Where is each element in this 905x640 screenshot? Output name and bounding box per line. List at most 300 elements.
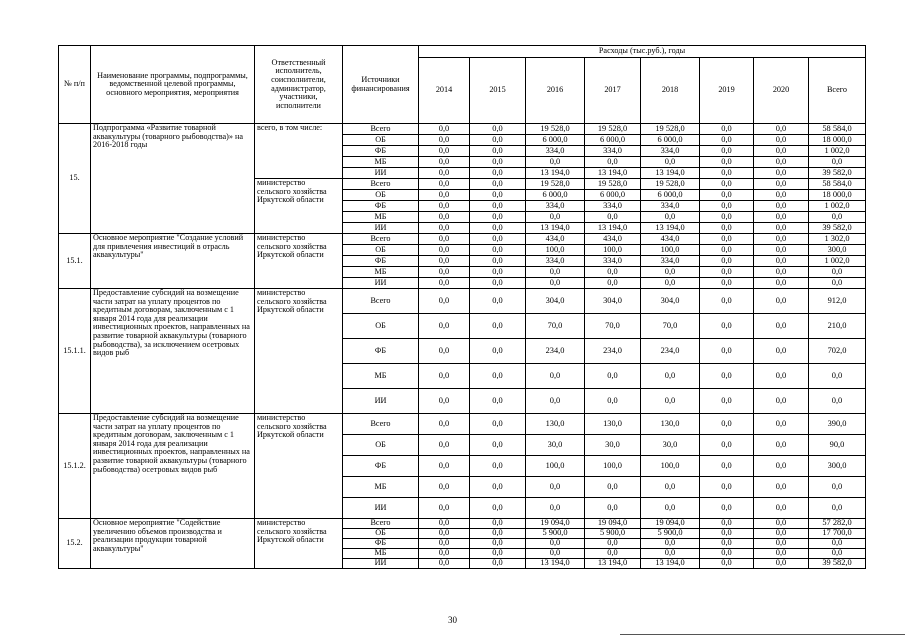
year-value: 334,0 [585, 201, 641, 212]
year-value: 334,0 [526, 201, 585, 212]
funding-source: ИИ [343, 498, 419, 519]
year-value: 19 094,0 [641, 519, 700, 529]
year-value: 70,0 [585, 314, 641, 339]
funding-source: ОБ [343, 435, 419, 456]
year-value: 0,0 [470, 529, 526, 539]
year-value: 0,0 [700, 179, 754, 190]
header-year: 2019 [700, 58, 754, 124]
year-value: 0,0 [419, 245, 470, 256]
year-value: 0,0 [700, 157, 754, 168]
year-value: 0,0 [700, 190, 754, 201]
year-value: 19 528,0 [526, 179, 585, 190]
year-value: 0,0 [419, 389, 470, 414]
total-value: 0,0 [809, 278, 866, 289]
year-value: 0,0 [700, 389, 754, 414]
total-value: 0,0 [809, 549, 866, 559]
total-value: 17 700,0 [809, 529, 866, 539]
year-value: 6 000,0 [585, 190, 641, 201]
funding-source: Всего [343, 289, 419, 314]
year-value: 0,0 [526, 477, 585, 498]
year-value: 0,0 [526, 278, 585, 289]
year-value: 100,0 [641, 245, 700, 256]
year-value: 0,0 [585, 549, 641, 559]
year-value: 0,0 [419, 339, 470, 364]
year-value: 0,0 [419, 267, 470, 278]
year-value: 0,0 [754, 256, 809, 267]
funding-source: ФБ [343, 339, 419, 364]
total-value: 39 582,0 [809, 559, 866, 569]
year-value: 334,0 [641, 146, 700, 157]
year-value: 19 094,0 [585, 519, 641, 529]
year-value: 0,0 [754, 339, 809, 364]
year-value: 0,0 [470, 539, 526, 549]
year-value: 0,0 [470, 559, 526, 569]
year-value: 0,0 [470, 212, 526, 223]
year-value: 6 000,0 [585, 135, 641, 146]
responsible-executor: министерство сельского хозяйства Иркутской области [255, 414, 343, 519]
header-year: 2014 [419, 58, 470, 124]
year-value: 0,0 [470, 389, 526, 414]
year-value: 0,0 [700, 278, 754, 289]
year-value: 0,0 [470, 498, 526, 519]
year-value: 0,0 [585, 267, 641, 278]
year-value: 0,0 [526, 157, 585, 168]
year-value: 0,0 [700, 124, 754, 135]
year-value: 0,0 [700, 267, 754, 278]
year-value: 0,0 [526, 389, 585, 414]
year-value: 0,0 [754, 146, 809, 157]
year-value: 0,0 [700, 146, 754, 157]
year-value: 0,0 [641, 389, 700, 414]
year-value: 0,0 [700, 201, 754, 212]
total-value: 0,0 [809, 364, 866, 389]
total-value: 390,0 [809, 414, 866, 435]
year-value: 0,0 [700, 245, 754, 256]
page-number: 30 [448, 615, 457, 625]
year-value: 0,0 [419, 168, 470, 179]
table-row [59, 234, 866, 245]
year-value: 334,0 [585, 146, 641, 157]
total-value: 210,0 [809, 314, 866, 339]
year-value: 0,0 [470, 289, 526, 314]
year-value: 0,0 [700, 135, 754, 146]
year-value: 0,0 [470, 435, 526, 456]
year-value: 0,0 [754, 519, 809, 529]
funding-source: ИИ [343, 278, 419, 289]
year-value: 19 094,0 [526, 519, 585, 529]
year-value: 0,0 [419, 256, 470, 267]
table-row [59, 414, 866, 435]
year-value: 0,0 [754, 477, 809, 498]
year-value: 0,0 [419, 529, 470, 539]
year-value: 0,0 [700, 234, 754, 245]
budget-table [58, 45, 866, 569]
year-value: 434,0 [641, 234, 700, 245]
year-value: 5 900,0 [526, 529, 585, 539]
year-value: 0,0 [754, 124, 809, 135]
year-value: 0,0 [419, 414, 470, 435]
total-value: 58 584,0 [809, 124, 866, 135]
year-value: 0,0 [700, 519, 754, 529]
program-name: Подпрограмма «Развитие товарной аквакультуры (товарного рыбоводства)» на 2016-2018 годы [91, 124, 255, 234]
year-value: 434,0 [585, 234, 641, 245]
year-value: 0,0 [700, 223, 754, 234]
year-value: 0,0 [470, 314, 526, 339]
total-value: 1 002,0 [809, 256, 866, 267]
year-value: 0,0 [700, 529, 754, 539]
funding-source: ИИ [343, 389, 419, 414]
year-value: 0,0 [419, 157, 470, 168]
year-value: 0,0 [585, 477, 641, 498]
year-value: 334,0 [641, 256, 700, 267]
year-value: 0,0 [419, 519, 470, 529]
year-value: 0,0 [470, 157, 526, 168]
year-value: 70,0 [641, 314, 700, 339]
year-value: 13 194,0 [526, 223, 585, 234]
year-value: 5 900,0 [585, 529, 641, 539]
responsible-executor: министерство сельского хозяйства Иркутской области [255, 519, 343, 569]
year-value: 0,0 [470, 190, 526, 201]
year-value: 0,0 [754, 498, 809, 519]
year-value: 0,0 [419, 477, 470, 498]
funding-source: ОБ [343, 529, 419, 539]
year-value: 100,0 [585, 456, 641, 477]
year-value: 0,0 [700, 456, 754, 477]
year-value: 0,0 [470, 477, 526, 498]
year-value: 0,0 [754, 539, 809, 549]
year-value: 334,0 [641, 201, 700, 212]
header-responsible: Ответственный исполнитель, соисполнители, администратор, участники, исполнители [255, 46, 343, 124]
row-number: 15. [59, 124, 91, 234]
year-value: 70,0 [526, 314, 585, 339]
year-value: 0,0 [470, 256, 526, 267]
row-number: 15.1.2. [59, 414, 91, 519]
year-value: 100,0 [641, 456, 700, 477]
program-name: Предоставление субсидий на возмещение части затрат на уплату процентов по кредитным договорам, заключенным с 1 января 2014 года для реализации инвестиционных проектов, направленных на развитие товарной аквакультуры (товарного рыбоводства), за исключением осетровых видов рыб [91, 289, 255, 414]
year-value: 0,0 [754, 314, 809, 339]
year-value: 234,0 [641, 339, 700, 364]
year-value: 0,0 [470, 278, 526, 289]
year-value: 0,0 [585, 278, 641, 289]
year-value: 0,0 [419, 435, 470, 456]
year-value: 0,0 [585, 364, 641, 389]
year-value: 0,0 [470, 124, 526, 135]
total-value: 0,0 [809, 267, 866, 278]
row-number: 15.2. [59, 519, 91, 569]
year-value: 0,0 [700, 549, 754, 559]
year-value: 0,0 [470, 223, 526, 234]
program-name: Основное мероприятие "Создание условий для привлечения инвестиций в отрасль аквакультуры" [91, 234, 255, 289]
header-year: 2020 [754, 58, 809, 124]
year-value: 0,0 [700, 212, 754, 223]
year-value: 0,0 [470, 201, 526, 212]
year-value: 0,0 [419, 201, 470, 212]
year-value: 30,0 [641, 435, 700, 456]
total-value: 18 000,0 [809, 135, 866, 146]
year-value: 0,0 [585, 157, 641, 168]
total-value: 57 282,0 [809, 519, 866, 529]
year-value: 0,0 [641, 498, 700, 519]
year-value: 0,0 [419, 190, 470, 201]
header-year: 2015 [470, 58, 526, 124]
year-value: 0,0 [754, 212, 809, 223]
year-value: 0,0 [700, 498, 754, 519]
year-value: 0,0 [419, 212, 470, 223]
year-value: 0,0 [641, 539, 700, 549]
year-value: 5 900,0 [641, 529, 700, 539]
year-value: 0,0 [470, 146, 526, 157]
year-value: 0,0 [754, 549, 809, 559]
year-value: 234,0 [526, 339, 585, 364]
year-value: 0,0 [526, 549, 585, 559]
total-value: 0,0 [809, 498, 866, 519]
total-value: 0,0 [809, 389, 866, 414]
total-value: 300,0 [809, 245, 866, 256]
program-name: Основное мероприятие "Содействие увеличению объемов производства и реализации продукции товарной аквакультуры" [91, 519, 255, 569]
row-number: 15.1. [59, 234, 91, 289]
table-row [59, 289, 866, 314]
year-value: 0,0 [526, 267, 585, 278]
total-value: 90,0 [809, 435, 866, 456]
year-value: 19 528,0 [585, 124, 641, 135]
year-value: 0,0 [470, 339, 526, 364]
year-value: 0,0 [700, 168, 754, 179]
funding-source: Всего [343, 179, 419, 190]
year-value: 334,0 [526, 146, 585, 157]
funding-source: ОБ [343, 314, 419, 339]
year-value: 0,0 [700, 289, 754, 314]
total-value: 0,0 [809, 212, 866, 223]
year-value: 0,0 [641, 157, 700, 168]
year-value: 6 000,0 [526, 190, 585, 201]
year-value: 6 000,0 [641, 135, 700, 146]
funding-source: ФБ [343, 256, 419, 267]
funding-source: ОБ [343, 245, 419, 256]
year-value: 0,0 [419, 234, 470, 245]
funding-source: ФБ [343, 539, 419, 549]
year-value: 234,0 [585, 339, 641, 364]
year-value: 0,0 [754, 364, 809, 389]
year-value: 0,0 [419, 456, 470, 477]
year-value: 0,0 [419, 124, 470, 135]
total-value: 1 302,0 [809, 234, 866, 245]
program-name: Предоставление субсидий на возмещение части затрат на уплату процентов по кредитным договорам, заключенным с 1 января 2014 года для реализации инвестиционных проектов, направленных на развитие товарной аквакультуры (товарного рыбоводства) осетровых видов рыб [91, 414, 255, 519]
year-value: 0,0 [419, 146, 470, 157]
funding-source: ФБ [343, 456, 419, 477]
header-name: Наименование программы, подпрограммы, ведомственной целевой программы, основного мероприятия, мероприятия [91, 46, 255, 124]
year-value: 100,0 [526, 245, 585, 256]
year-value: 0,0 [470, 267, 526, 278]
year-value: 304,0 [641, 289, 700, 314]
year-value: 0,0 [641, 278, 700, 289]
year-value: 6 000,0 [526, 135, 585, 146]
funding-source: ФБ [343, 146, 419, 157]
year-value: 0,0 [754, 456, 809, 477]
total-value: 0,0 [809, 477, 866, 498]
header-num: № п/п [59, 46, 91, 124]
responsible-executor: министерство сельского хозяйства Иркутской области [255, 179, 343, 234]
total-value: 0,0 [809, 157, 866, 168]
year-value: 0,0 [754, 135, 809, 146]
year-value: 0,0 [754, 234, 809, 245]
year-value: 0,0 [754, 201, 809, 212]
funding-source: МБ [343, 267, 419, 278]
year-value: 0,0 [526, 539, 585, 549]
responsible-executor: министерство сельского хозяйства Иркутской области [255, 234, 343, 289]
year-value: 13 194,0 [585, 223, 641, 234]
funding-source: МБ [343, 157, 419, 168]
year-value: 0,0 [585, 498, 641, 519]
year-value: 13 194,0 [641, 223, 700, 234]
year-value: 0,0 [754, 179, 809, 190]
year-value: 0,0 [754, 157, 809, 168]
year-value: 0,0 [470, 179, 526, 190]
funding-source: МБ [343, 364, 419, 389]
year-value: 0,0 [419, 223, 470, 234]
year-value: 0,0 [419, 498, 470, 519]
year-value: 0,0 [526, 364, 585, 389]
funding-source: Всего [343, 234, 419, 245]
funding-source: МБ [343, 477, 419, 498]
year-value: 0,0 [470, 456, 526, 477]
year-value: 6 000,0 [641, 190, 700, 201]
year-value: 304,0 [585, 289, 641, 314]
year-value: 30,0 [526, 435, 585, 456]
year-value: 0,0 [585, 212, 641, 223]
year-value: 0,0 [470, 135, 526, 146]
header-year: 2018 [641, 58, 700, 124]
year-value: 19 528,0 [585, 179, 641, 190]
year-value: 19 528,0 [641, 124, 700, 135]
year-value: 0,0 [754, 414, 809, 435]
year-value: 0,0 [754, 435, 809, 456]
header-year: 2017 [585, 58, 641, 124]
year-value: 0,0 [754, 223, 809, 234]
year-value: 0,0 [585, 539, 641, 549]
year-value: 304,0 [526, 289, 585, 314]
year-value: 0,0 [470, 168, 526, 179]
year-value: 130,0 [526, 414, 585, 435]
year-value: 0,0 [526, 498, 585, 519]
year-value: 0,0 [419, 314, 470, 339]
total-value: 912,0 [809, 289, 866, 314]
year-value: 0,0 [700, 314, 754, 339]
year-value: 0,0 [641, 267, 700, 278]
year-value: 0,0 [419, 278, 470, 289]
year-value: 130,0 [641, 414, 700, 435]
total-value: 1 002,0 [809, 146, 866, 157]
year-value: 0,0 [700, 435, 754, 456]
header-year: 2016 [526, 58, 585, 124]
total-value: 58 584,0 [809, 179, 866, 190]
year-value: 0,0 [470, 549, 526, 559]
year-value: 0,0 [754, 278, 809, 289]
year-value: 0,0 [700, 559, 754, 569]
year-value: 130,0 [585, 414, 641, 435]
table-row [59, 124, 866, 135]
year-value: 434,0 [526, 234, 585, 245]
year-value: 0,0 [470, 519, 526, 529]
total-value: 39 582,0 [809, 223, 866, 234]
year-value: 0,0 [641, 212, 700, 223]
scan-artifact [620, 634, 905, 637]
year-value: 0,0 [419, 179, 470, 190]
year-value: 0,0 [419, 364, 470, 389]
year-value: 0,0 [470, 414, 526, 435]
year-value: 19 528,0 [526, 124, 585, 135]
funding-source: Всего [343, 124, 419, 135]
year-value: 0,0 [700, 477, 754, 498]
funding-source: ОБ [343, 190, 419, 201]
year-value: 100,0 [585, 245, 641, 256]
year-value: 0,0 [754, 529, 809, 539]
year-value: 0,0 [419, 549, 470, 559]
year-value: 0,0 [754, 559, 809, 569]
year-value: 0,0 [470, 234, 526, 245]
year-value: 334,0 [526, 256, 585, 267]
table-row [59, 519, 866, 529]
year-value: 0,0 [470, 364, 526, 389]
year-value: 100,0 [526, 456, 585, 477]
total-value: 1 002,0 [809, 201, 866, 212]
year-value: 0,0 [526, 212, 585, 223]
row-number: 15.1.1. [59, 289, 91, 414]
year-value: 0,0 [585, 389, 641, 414]
year-value: 0,0 [641, 549, 700, 559]
year-value: 0,0 [641, 364, 700, 389]
year-value: 0,0 [419, 539, 470, 549]
year-value: 13 194,0 [526, 168, 585, 179]
total-value: 39 582,0 [809, 168, 866, 179]
header-sources: Источники финансирования [343, 46, 419, 124]
header-expenses: Расходы (тыс.руб.), годы [419, 46, 866, 58]
total-value: 18 000,0 [809, 190, 866, 201]
total-value: 300,0 [809, 456, 866, 477]
responsible-executor: министерство сельского хозяйства Иркутской области [255, 289, 343, 414]
year-value: 0,0 [419, 135, 470, 146]
year-value: 334,0 [585, 256, 641, 267]
total-value: 702,0 [809, 339, 866, 364]
funding-source: ИИ [343, 223, 419, 234]
year-value: 13 194,0 [585, 168, 641, 179]
funding-source: Всего [343, 414, 419, 435]
funding-source: МБ [343, 549, 419, 559]
funding-source: Всего [343, 519, 419, 529]
funding-source: МБ [343, 212, 419, 223]
year-value: 0,0 [700, 414, 754, 435]
year-value: 30,0 [585, 435, 641, 456]
year-value: 0,0 [754, 389, 809, 414]
responsible-executor: всего, в том числе: [255, 124, 343, 179]
year-value: 0,0 [754, 190, 809, 201]
year-value: 0,0 [700, 539, 754, 549]
year-value: 0,0 [700, 256, 754, 267]
funding-source: ИИ [343, 168, 419, 179]
year-value: 0,0 [641, 477, 700, 498]
year-value: 0,0 [754, 168, 809, 179]
year-value: 13 194,0 [641, 168, 700, 179]
year-value: 0,0 [470, 245, 526, 256]
funding-source: ОБ [343, 135, 419, 146]
year-value: 0,0 [754, 289, 809, 314]
year-value: 13 194,0 [585, 559, 641, 569]
total-value: 0,0 [809, 539, 866, 549]
year-value: 0,0 [700, 364, 754, 389]
funding-source: ИИ [343, 559, 419, 569]
year-value: 0,0 [419, 559, 470, 569]
year-value: 0,0 [700, 339, 754, 364]
year-value: 13 194,0 [526, 559, 585, 569]
